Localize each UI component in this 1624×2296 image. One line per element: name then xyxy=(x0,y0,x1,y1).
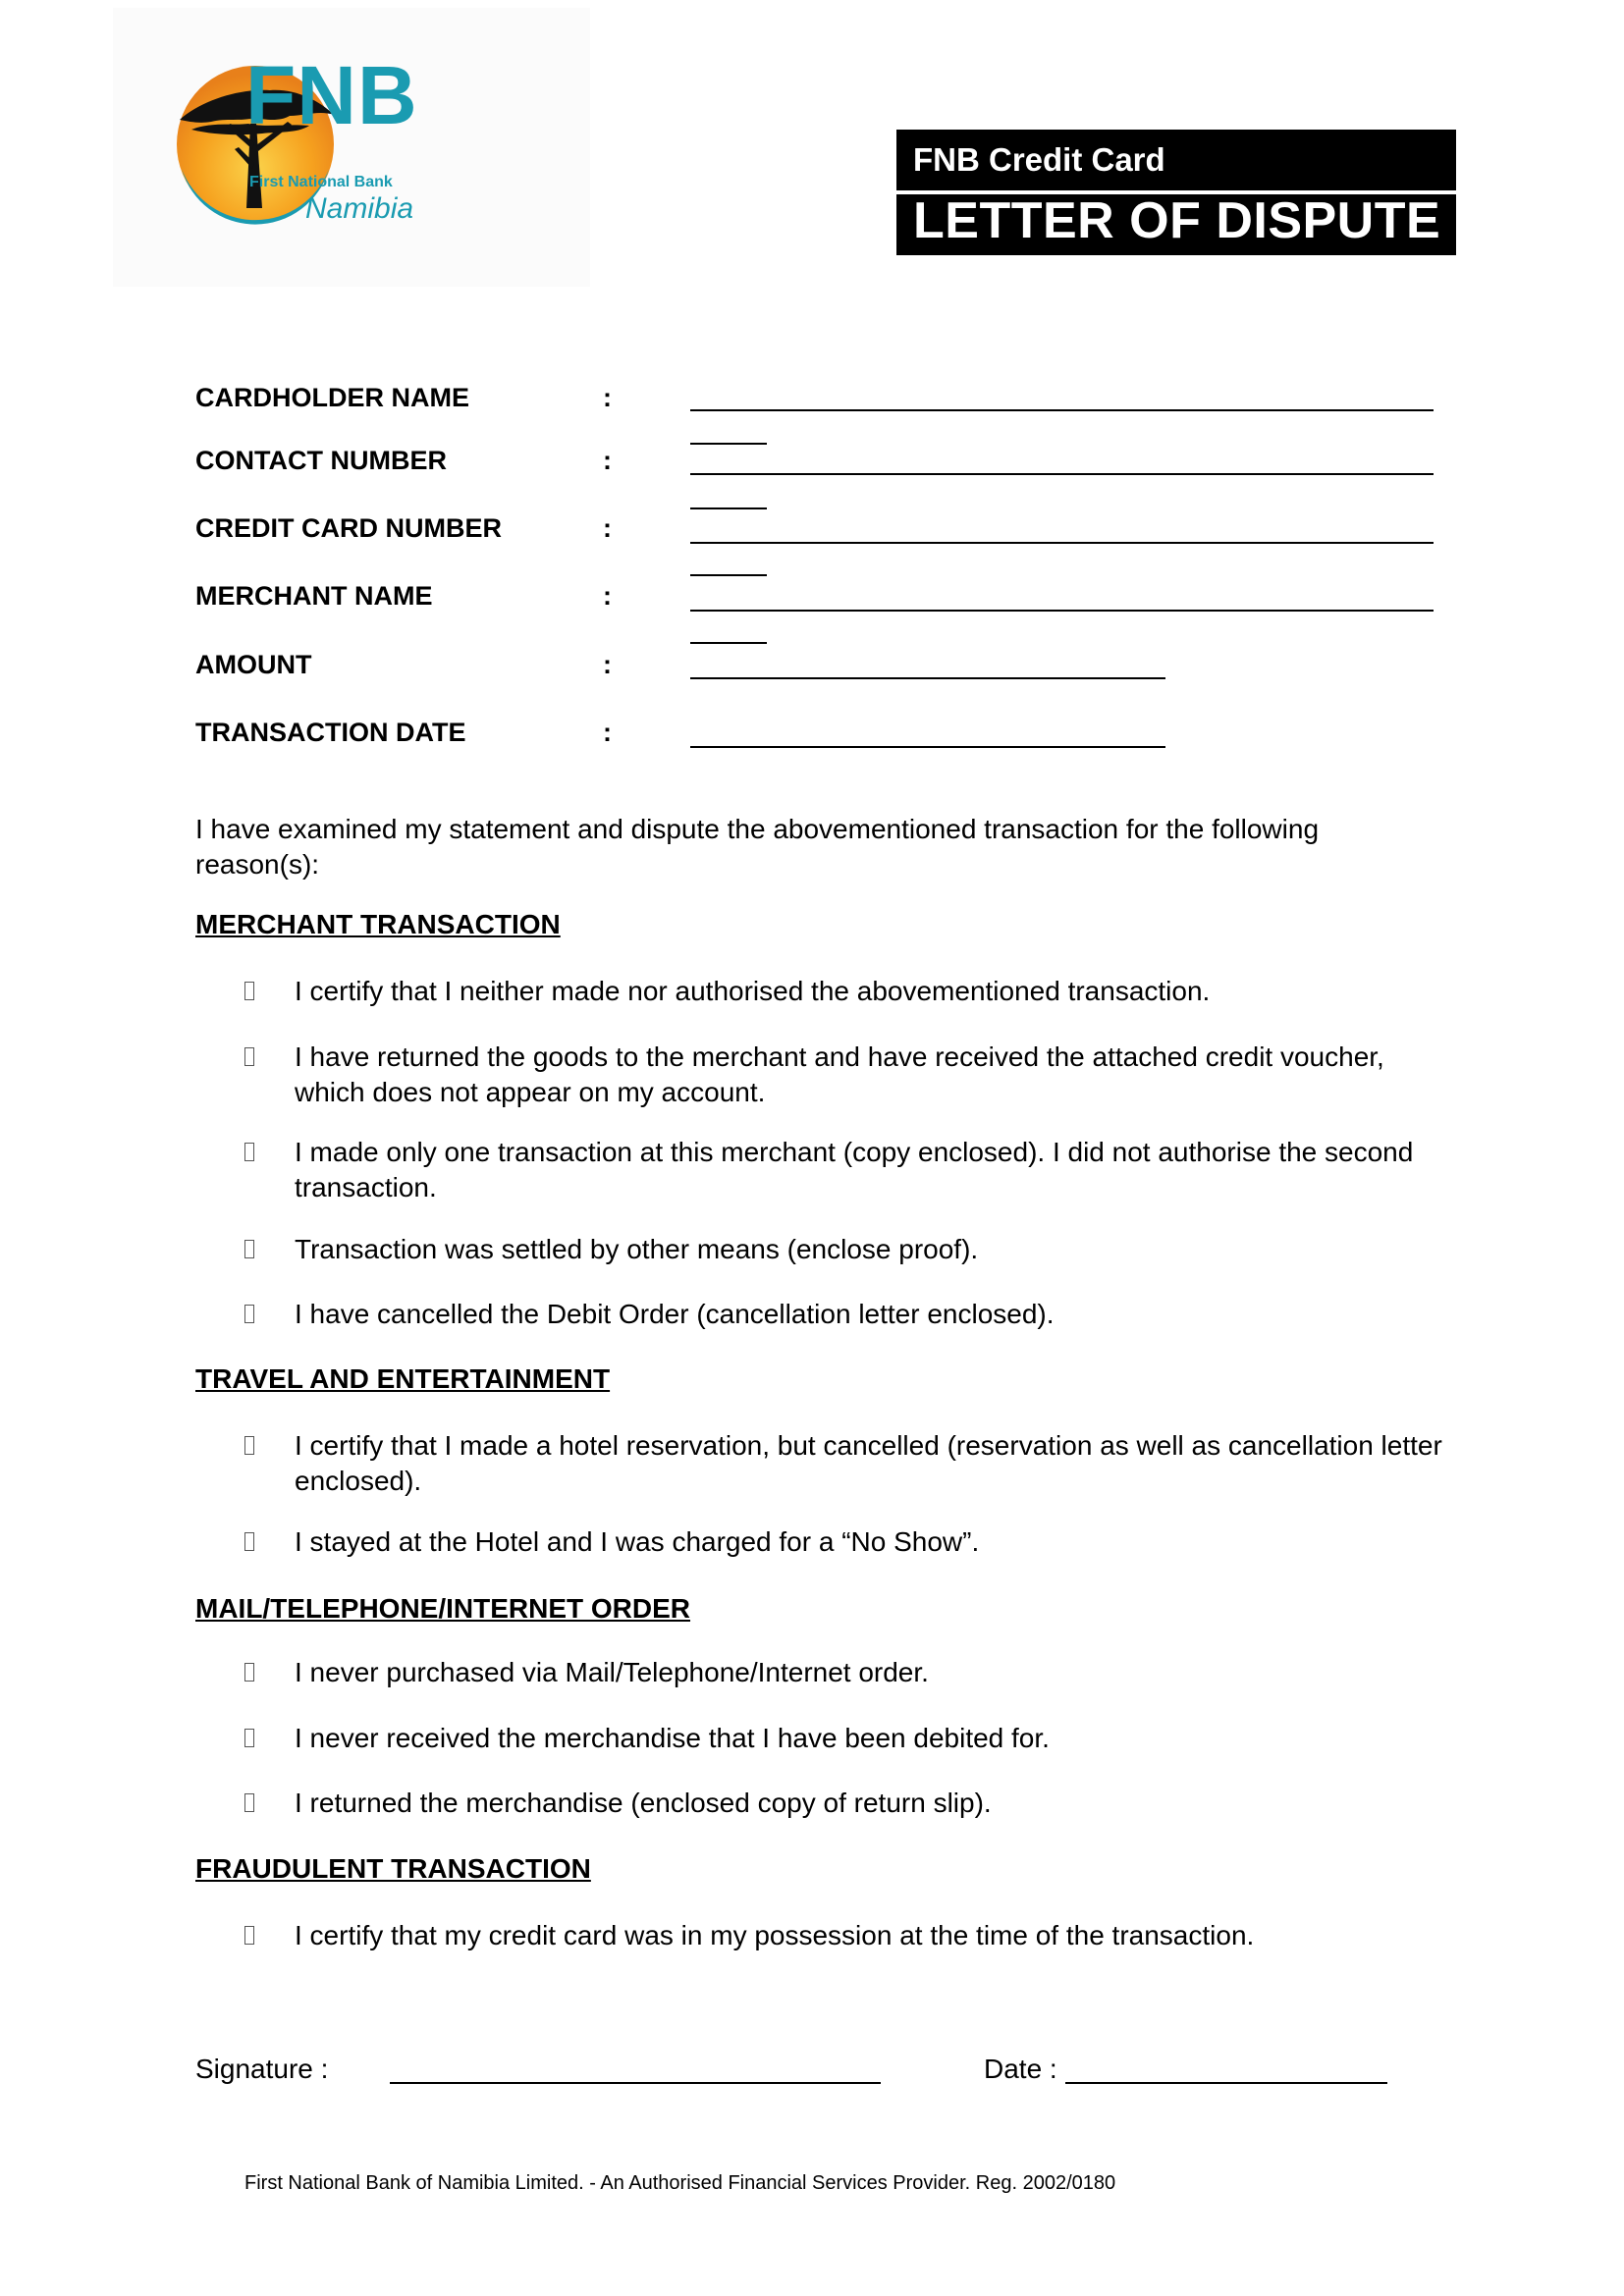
checkbox[interactable] xyxy=(244,982,254,1000)
logo-line-2: Namibia xyxy=(305,192,414,225)
reason-item: I returned the merchandise (enclosed copy of return slip). xyxy=(295,1788,992,1818)
checkbox[interactable] xyxy=(244,1793,254,1812)
signature-field[interactable] xyxy=(390,2082,881,2084)
field-line-continuation xyxy=(690,642,767,644)
checkbox[interactable] xyxy=(244,1047,254,1066)
contact-number-field[interactable] xyxy=(690,473,1434,475)
field-label-cardholder-name: CARDHOLDER NAME xyxy=(195,383,469,412)
reason-item: I stayed at the Hotel and I was charged for a “No Show”. xyxy=(295,1526,980,1557)
field-label-amount: AMOUNT xyxy=(195,650,312,679)
amount-field[interactable] xyxy=(690,677,1165,679)
reason-item: I made only one transaction at this merchant (copy enclosed). I did not authorise the second transaction. xyxy=(295,1137,1414,1202)
field-line-continuation xyxy=(690,507,767,509)
checkbox[interactable] xyxy=(244,1663,254,1682)
field-label-merchant-name: MERCHANT NAME xyxy=(195,581,433,611)
logo-brand: FNB xyxy=(245,49,418,141)
field-colon: : xyxy=(603,718,612,747)
logo-line-1: First National Bank xyxy=(249,174,393,190)
merchant-name-field[interactable] xyxy=(690,610,1434,612)
reason-item: I never received the merchandise that I have been debited for. xyxy=(295,1723,1050,1753)
field-label-credit-card-number: CREDIT CARD NUMBER xyxy=(195,513,502,543)
field-line-continuation xyxy=(690,443,767,445)
checkbox[interactable] xyxy=(244,1729,254,1747)
intro-paragraph: I have examined my statement and dispute the abovementioned transaction for the following reason(s): xyxy=(195,814,1320,880)
date-label: Date : xyxy=(984,2054,1057,2084)
page-title: LETTER OF DISPUTE xyxy=(913,192,1441,249)
checkbox[interactable] xyxy=(244,1532,254,1551)
field-colon: : xyxy=(603,383,612,412)
checkbox[interactable] xyxy=(244,1240,254,1258)
reason-item: I certify that I made a hotel reservation, but cancelled (reservation as well as cancellation letter enclosed). xyxy=(295,1430,1442,1496)
field-line-continuation xyxy=(690,574,767,576)
reason-item: I certify that my credit card was in my possession at the time of the transaction. xyxy=(295,1920,1255,1950)
field-colon: : xyxy=(603,446,612,475)
credit-card-number-field[interactable] xyxy=(690,542,1434,544)
field-label-transaction-date: TRANSACTION DATE xyxy=(195,718,466,747)
checkbox[interactable] xyxy=(244,1143,254,1161)
section-heading-fraudulent-transaction: FRAUDULENT TRANSACTION xyxy=(195,1853,591,1884)
field-label-contact-number: CONTACT NUMBER xyxy=(195,446,447,475)
reason-item: I never purchased via Mail/Telephone/Internet order. xyxy=(295,1657,929,1687)
checkbox[interactable] xyxy=(244,1305,254,1323)
field-colon: : xyxy=(603,581,612,611)
reason-item: Transaction was settled by other means (enclose proof). xyxy=(295,1234,979,1264)
header-subtitle: FNB Credit Card xyxy=(913,141,1165,178)
section-heading-mail-telephone-internet-order: MAIL/TELEPHONE/INTERNET ORDER xyxy=(195,1593,691,1624)
date-field[interactable] xyxy=(1065,2082,1387,2084)
reason-item: I certify that I neither made nor authorised the abovementioned transaction. xyxy=(295,976,1211,1006)
signature-label: Signature : xyxy=(195,2054,329,2084)
field-colon: : xyxy=(603,650,612,679)
cardholder-name-field[interactable] xyxy=(690,409,1434,411)
field-colon: : xyxy=(603,513,612,543)
reason-item: I have cancelled the Debit Order (cancellation letter enclosed). xyxy=(295,1299,1055,1329)
checkbox[interactable] xyxy=(244,1926,254,1945)
footer-text: First National Bank of Namibia Limited. - An Authorised Financial Services Provider. Reg. 2002/0180 xyxy=(244,2172,1116,2194)
checkbox[interactable] xyxy=(244,1436,254,1455)
section-heading-travel-and-entertainment: TRAVEL AND ENTERTAINMENT xyxy=(195,1363,611,1394)
section-heading-merchant-transaction: MERCHANT TRANSACTION xyxy=(195,909,561,939)
transaction-date-field[interactable] xyxy=(690,746,1165,748)
reason-item: I have returned the goods to the merchant and have received the attached credit voucher, which does not appear on my account. xyxy=(295,1041,1384,1107)
